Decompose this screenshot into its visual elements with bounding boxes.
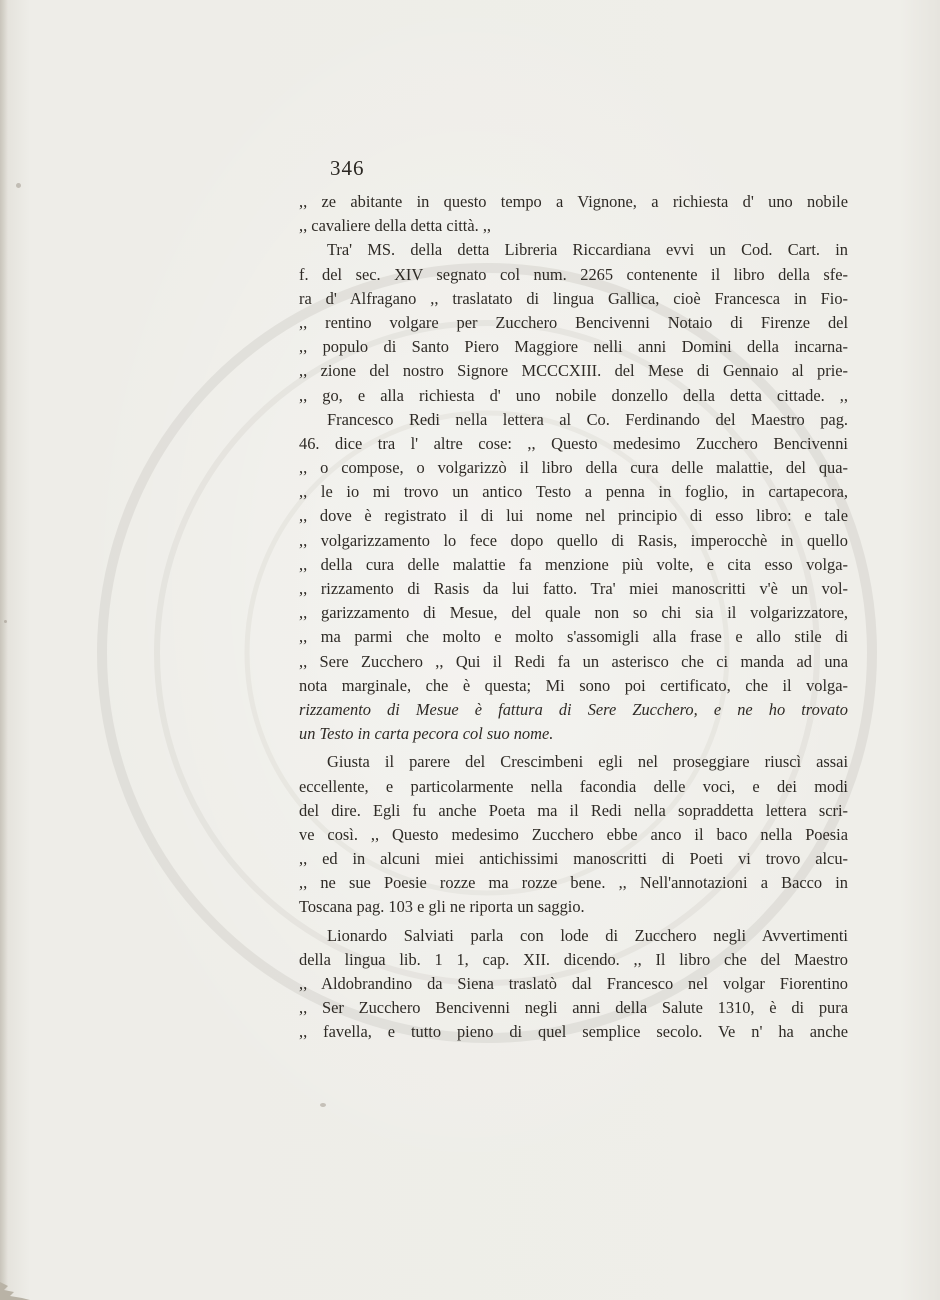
text-line: f. del sec. XIV segnato col num. 2265 contenente il libro della sfe- xyxy=(299,264,848,284)
frayed-page-corner xyxy=(0,1276,60,1300)
text-line: Giusta il parere del Crescimbeni egli nel proseggiare riuscì assai xyxy=(327,752,848,772)
text-line: ,, ze abitante in questo tempo a Vignone, a richiesta d' uno nobile xyxy=(299,192,848,211)
text-line: ,, Sere Zucchero ,, Qui il Redi fa un asterisco che ci manda ad una xyxy=(299,651,848,671)
text-line: ,, volgarizzamento lo fece dopo quello di Rasis, imperocchè in quello xyxy=(299,530,848,550)
text-line: ,, zione del nostro Signore MCCCXIII. del Mese di Gennaio al prie- xyxy=(299,361,848,381)
text-line: ,, Aldobrandino da Siena traslatò dal Francesco nel volgar Fiorentino xyxy=(299,974,848,993)
text-line: 46. dice tra l' altre cose: ,, Questo medesimo Zucchero Bencivenni xyxy=(299,433,848,453)
text-line: ,, o compose, o volgarizzò il libro della cura delle malattie, del qua- xyxy=(299,458,848,478)
text-line: Tra' MS. della detta Libreria Riccardiana evvi un Cod. Cart. in xyxy=(327,240,848,260)
text-line: ,, rentino volgare per Zucchero Bencivenni Notaio di Firenze del xyxy=(299,312,848,332)
text-line: ,, go, e alla richiesta d' uno nobile donzello della detta cittade. ,, xyxy=(299,385,848,405)
text-line: ,, ne sue Poesie rozze ma rozze bene. ,, Nell'annotazioni a Bacco in xyxy=(299,873,848,893)
text-line: Lionardo Salviati parla con lode di Zucchero negli Avvertimenti xyxy=(327,925,848,945)
page-number: 346 xyxy=(330,156,365,180)
text-line: ve così. ,, Questo medesimo Zucchero ebbe anco il baco nella Poesia xyxy=(299,824,848,844)
text-line: ,, Ser Zucchero Bencivenni negli anni della Salute 1310, è di pura xyxy=(299,998,848,1018)
text-line: Francesco Redi nella lettera al Co. Ferdinando del Maestro pag. xyxy=(327,409,848,429)
text-line: un Testo in carta pecora col suo nome. xyxy=(299,724,554,744)
ink-speck xyxy=(4,620,7,623)
text-line: ,, ma parmi che molto e molto s'assomigli alla frase e allo stile di xyxy=(299,627,848,647)
page-binding-edge xyxy=(0,0,8,1300)
text-line: ,, le io mi trovo un antico Testo a penna in foglio, in cartapecora, xyxy=(299,482,848,502)
text-line: ,, rizzamento di Rasis da lui fatto. Tra' miei manoscritti v'è un vol- xyxy=(299,579,848,598)
text-line: ,, dove è registrato il di lui nome nel principio di esso libro: e tale xyxy=(299,506,848,526)
text-line: Toscana pag. 103 e gli ne riporta un saggio. xyxy=(299,897,585,917)
text-line: ,, cavaliere della detta città. ,, xyxy=(299,216,492,236)
text-line: ,, garizzamento di Mesue, del quale non so chi sia il volgarizzatore, xyxy=(299,603,848,623)
text-line: della lingua lib. 1 1, cap. XII. dicendo. ,, Il libro che del Maestro xyxy=(299,949,848,969)
text-line: ,, ed in alcuni miei antichissimi manoscritti di Poeti vi trovo alcu- xyxy=(299,849,848,869)
ink-speck xyxy=(320,1103,326,1107)
text-line: del dire. Egli fu anche Poeta ma il Redi nella sopraddetta lettera scri- xyxy=(299,800,848,820)
text-line: rizzamento di Mesue è fattura di Sere Zucchero, e ne ho trovato xyxy=(299,699,848,719)
text-line: ra d' Alfragano ,, traslatato di lingua Gallica, cioè Francesca in Fio- xyxy=(299,288,848,308)
text-line: eccellente, e particolarmente nella facondia delle voci, e dei modi xyxy=(299,776,848,796)
text-line: nota marginale, che è questa; Mi sono poi certificato, che il volga- xyxy=(299,675,848,695)
text-line: ,, della cura delle malattie fa menzione più volte, e cita esso volga- xyxy=(299,554,848,574)
text-line: ,, populo di Santo Piero Maggiore nelli anni Domini della incarna- xyxy=(299,337,848,357)
text-line: ,, favella, e tutto pieno di quel semplice secolo. Ve n' ha anche xyxy=(299,1022,848,1042)
ink-speck xyxy=(16,183,21,188)
body-text xyxy=(299,190,848,1045)
